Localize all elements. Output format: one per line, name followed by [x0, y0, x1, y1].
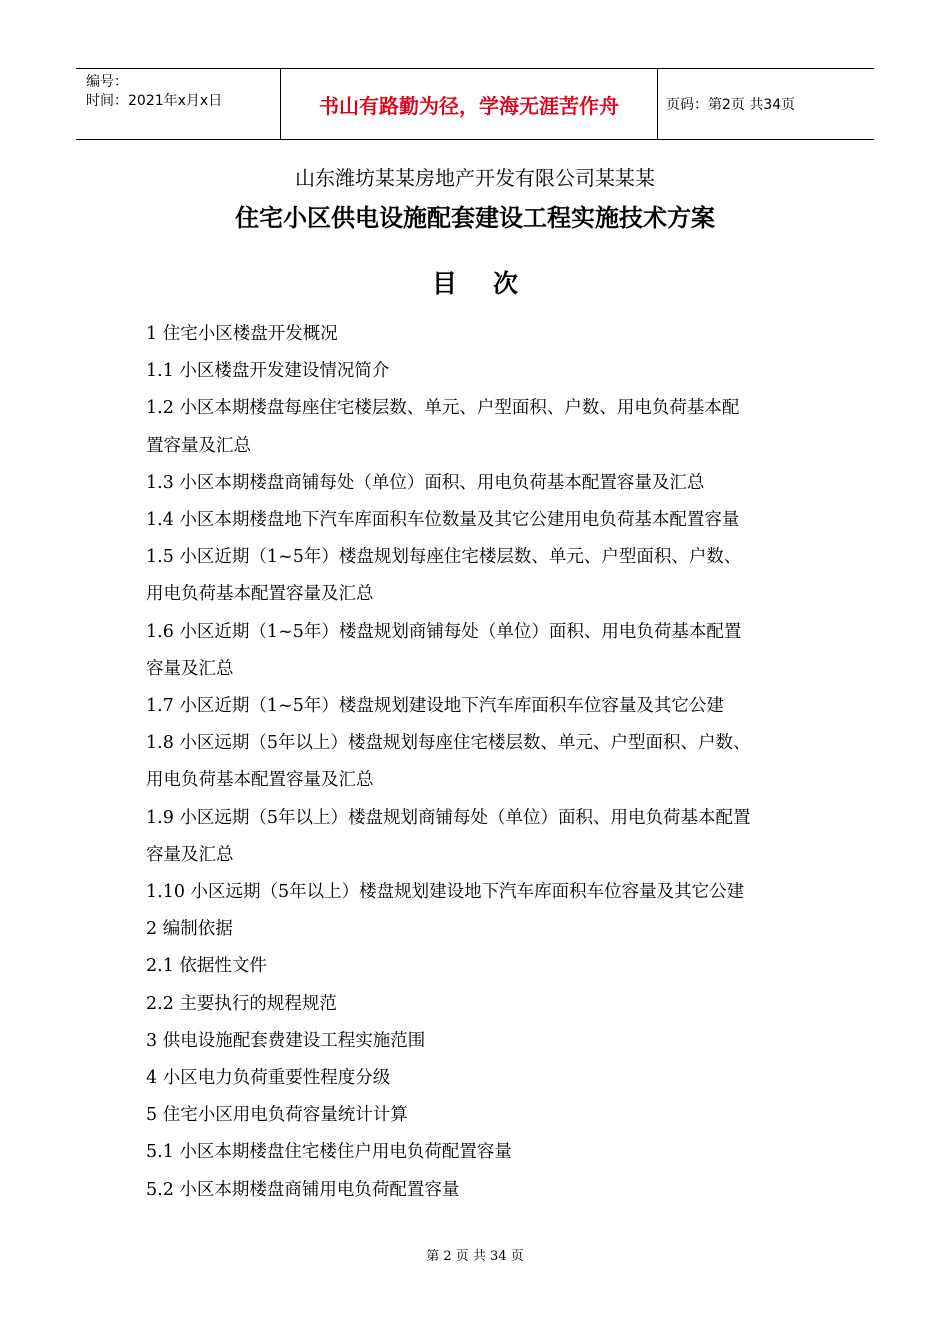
toc-line: 1.8 小区远期（5年以上）楼盘规划每座住宅楼层数、单元、户型面积、户数、: [146, 733, 751, 754]
toc-line: 1.10 小区远期（5年以上）楼盘规划建设地下汽车库面积车位容量及其它公建: [146, 882, 745, 903]
toc-line: 5 住宅小区用电负荷容量统计计算: [146, 1105, 408, 1126]
toc-line: 用电负荷基本配置容量及汇总: [146, 770, 374, 791]
company-name: 山东潍坊某某房地产开发有限公司某某某: [295, 166, 655, 190]
toc-line: 1.6 小区近期（1~5年）楼盘规划商铺每处（单位）面积、用电负荷基本配置: [146, 621, 742, 642]
toc-line: 4 小区电力负荷重要性程度分级: [146, 1068, 391, 1089]
toc-line: 2 编制依据: [146, 919, 233, 940]
page-header: [76, 68, 874, 140]
toc-line: 1 住宅小区楼盘开发概况: [146, 324, 338, 344]
page-footer: 第 2 页 共 34 页: [426, 1249, 524, 1264]
header-motto: 书山有路勤为径，学海无涯苦作舟: [280, 69, 658, 139]
toc-line: 置容量及汇总: [146, 435, 251, 456]
toc-line: 1.9 小区远期（5年以上）楼盘规划商铺每处（单位）面积、用电负荷基本配置: [146, 807, 751, 828]
toc-line: 2.1 依据性文件: [146, 956, 267, 977]
toc-line: 1.5 小区近期（1~5年）楼盘规划每座住宅楼层数、单元、户型面积、户数、: [146, 547, 742, 568]
toc-line: 5.1 小区本期楼盘住宅楼住户用电负荷配置容量: [146, 1142, 512, 1163]
document-title: 住宅小区供电设施配套建设工程实施技术方案: [235, 204, 715, 232]
header-page-info: 页码：第2页 共34页: [666, 97, 796, 113]
toc-line: 1.1 小区楼盘开发建设情况简介: [146, 361, 390, 382]
toc-line: 容量及汇总: [146, 658, 234, 679]
toc-line: 1.4 小区本期楼盘地下汽车库面积车位数量及其它公建用电负荷基本配置容量: [146, 510, 740, 531]
table-of-contents: [146, 316, 810, 1209]
toc-line: 1.7 小区近期（1~5年）楼盘规划建设地下汽车库面积车位容量及其它公建: [146, 696, 724, 717]
toc-line: 用电负荷基本配置容量及汇总: [146, 584, 374, 605]
toc-line: 2.2 主要执行的规程规范: [146, 993, 337, 1014]
toc-heading: 目次: [431, 269, 554, 298]
number-label: 编号：: [86, 74, 128, 90]
toc-line: 3 供电设施配套费建设工程实施范围: [146, 1030, 426, 1051]
header-meta: [76, 69, 280, 139]
toc-line: 1.2 小区本期楼盘每座住宅楼层数、单元、户型面积、户数、用电负荷基本配: [146, 398, 740, 419]
toc-line: 容量及汇总: [146, 844, 234, 865]
toc-line: 5.2 小区本期楼盘商铺用电负荷配置容量: [146, 1179, 460, 1200]
toc-line: 1.3 小区本期楼盘商铺每处（单位）面积、用电负荷基本配置容量及汇总: [146, 472, 705, 493]
date-label: 时间：2021年x月x日: [86, 93, 223, 109]
